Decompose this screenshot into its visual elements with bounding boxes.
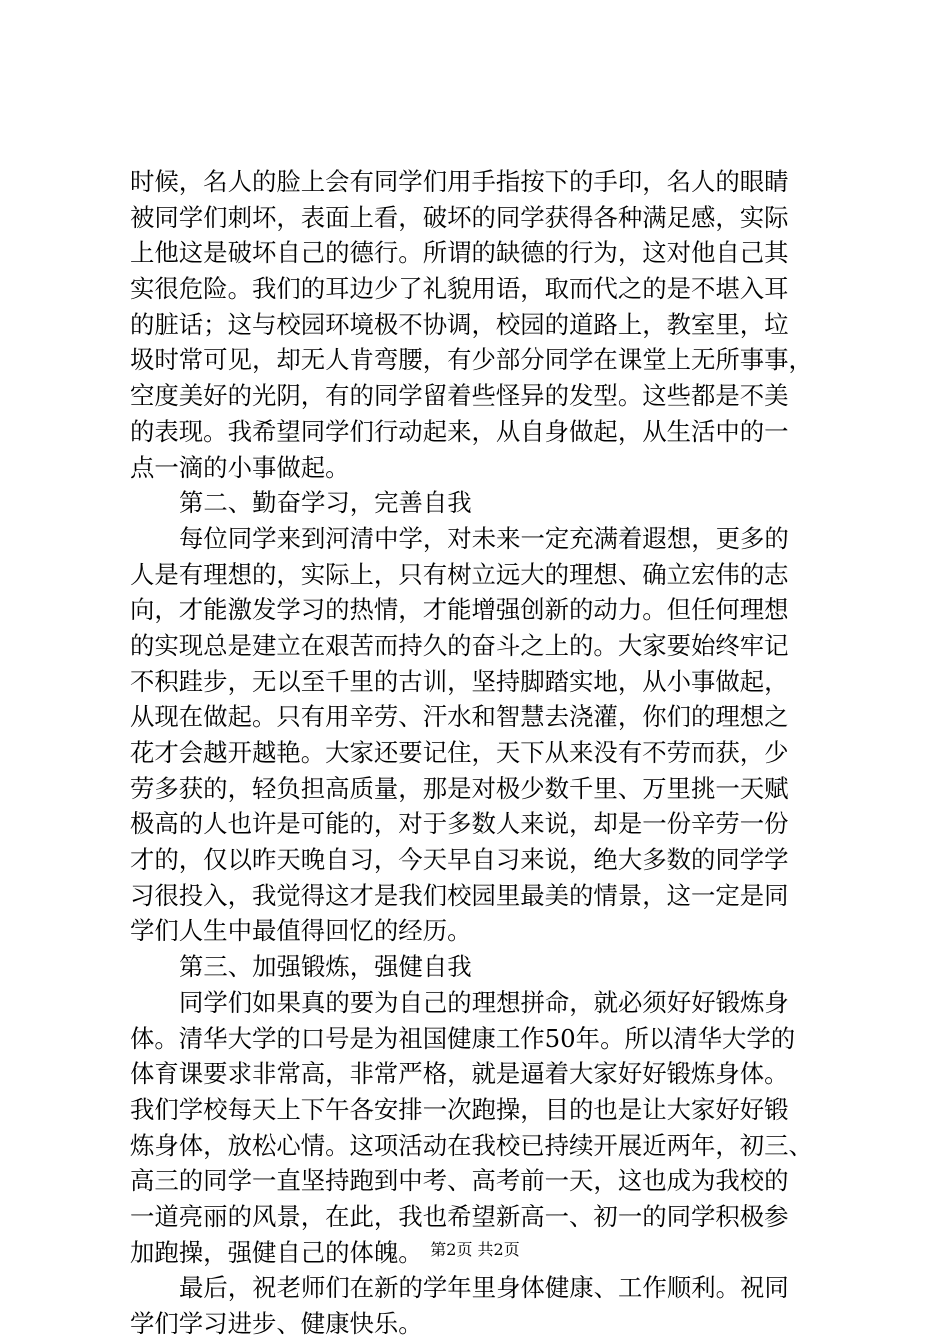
paragraph-start: 同学们如果真的要为自己的理想拼命，就必须好好锻炼身 bbox=[179, 987, 789, 1017]
text-line: 不积跬步，无以至千里的古训，坚持脚踏实地，从小事做起， bbox=[130, 666, 789, 696]
text-line: 学们人生中最值得回忆的经历。 bbox=[130, 916, 472, 946]
text-line: 被同学们刺坏，表面上看，破坏的同学获得各种满足感，实际 bbox=[130, 202, 789, 232]
text-line: 人是有理想的，实际上，只有树立远大的理想、确立宏伟的志 bbox=[130, 559, 789, 589]
text-line: 极高的人也许是可能的，对于多数人来说，却是一份辛劳一份 bbox=[130, 809, 789, 839]
text-line: 我们学校每天上下午各安排一次跑操，目的也是让大家好好锻 bbox=[130, 1094, 789, 1124]
text-line: 才的，仅以昨天晚自习，今天早自习来说，绝大多数的同学学 bbox=[130, 845, 789, 875]
paragraph-start: 每位同学来到河清中学，对未来一定充满着遐想，更多的 bbox=[179, 523, 789, 553]
text-line: 圾时常可见，却无人肯弯腰，有少部分同学在课堂上无所事事， bbox=[130, 345, 813, 375]
text-line: 加跑操，强健自己的体魄。 bbox=[130, 1237, 423, 1267]
text-line: 体育课要求非常高，非常严格，就是逼着大家好好锻炼身体。 bbox=[130, 1059, 789, 1089]
text-line: 实很危险。我们的耳边少了礼貌用语，取而代之的是不堪入耳 bbox=[130, 274, 789, 304]
text-line: 向，才能激发学习的热情，才能增强创新的动力。但任何理想 bbox=[130, 595, 789, 625]
text-line: 习很投入，我觉得这才是我们校园里最美的情景，这一定是同 bbox=[130, 880, 789, 910]
text-line: 高三的同学一直坚持跑到中考、高考前一天，这也成为我校的 bbox=[130, 1166, 789, 1196]
text-line: 的表现。我希望同学们行动起来，从自身做起，从生活中的一 bbox=[130, 416, 789, 446]
section-heading: 第二、勤奋学习，完善自我 bbox=[179, 488, 472, 518]
body-text bbox=[130, 164, 860, 1342]
text-line: 炼身体，放松心情。这项活动在我校已持续开展近两年，初三、 bbox=[130, 1130, 813, 1160]
text-line: 的实现总是建立在艰苦而持久的奋斗之上的。大家要始终牢记 bbox=[130, 630, 789, 660]
text-line: 花才会越开越艳。大家还要记住，天下从来没有不劳而获，少 bbox=[130, 738, 789, 767]
text-line: 点一滴的小事做起。 bbox=[130, 452, 350, 482]
text-line: 时候，名人的脸上会有同学们用手指按下的手印，名人的眼睛 bbox=[130, 167, 789, 196]
page-footer: 第2页 共2页 bbox=[430, 1240, 520, 1259]
text-line: 劳多获的，轻负担高质量，那是对极少数千里、万里挑一天赋 bbox=[130, 773, 789, 803]
text-line: 一道亮丽的风景，在此，我也希望新高一、初一的同学积极参 bbox=[130, 1201, 789, 1231]
text-line: 的脏话；这与校园环境极不协调，校园的道路上，教室里，垃 bbox=[130, 309, 789, 339]
text-line: 学们学习进步、健康快乐。 bbox=[130, 1309, 423, 1338]
section-heading: 第三、加强锻炼，强健自我 bbox=[179, 952, 472, 982]
text-line: 空度美好的光阴，有的同学留着些怪异的发型。这些都是不美 bbox=[130, 381, 789, 411]
text-line: 从现在做起。只有用辛劳、汗水和智慧去浇灌，你们的理想之 bbox=[130, 702, 789, 732]
text-line: 体。清华大学的口号是为祖国健康工作50年。所以清华大学的 bbox=[130, 1023, 796, 1053]
paragraph-start: 最后，祝老师们在新的学年里身体健康、工作顺利。祝同 bbox=[179, 1273, 789, 1303]
text-line: 上他这是破坏自己的德行。所谓的缺德的行为，这对他自己其 bbox=[130, 238, 789, 268]
